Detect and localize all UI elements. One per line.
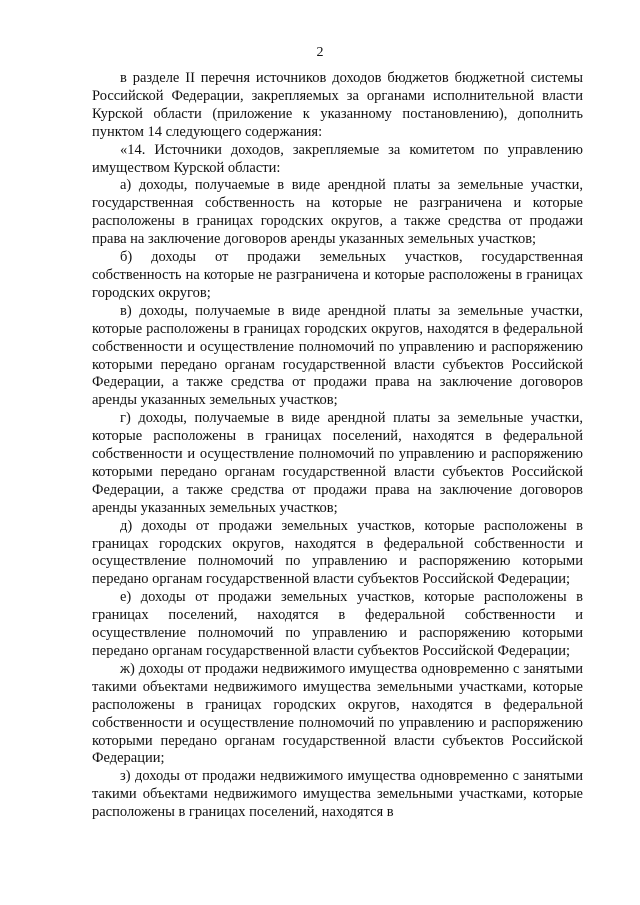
paragraph-subitem-zh: ж) доходы от продажи недвижимого имущества одновременно с занятыми такими объектами недвижимого имущества земельными участками, которые расположены в границах городских округов, находятся в федеральной собственности и осуществление полномочий по управлению и распоряжению которыми передано органам государственной власти субъектов Российской Федерации;: [92, 660, 583, 767]
paragraph-subitem-e: е) доходы от продажи земельных участков, которые расположены в границах поселений, находятся в федеральной собственности и осуществление полномочий по управлению и распоряжению которыми передано органам государственной власти субъектов Российской Федерации;: [92, 589, 583, 659]
paragraph-item-14: «14. Источники доходов, закрепляемые за комитетом по управлению имуществом Курской области:: [92, 141, 583, 176]
paragraph-subitem-a: а) доходы, получаемые в виде арендной платы за земельные участки, государственная собственность на которые не разграничена и которые расположены в границах городских округов, а также средства от продажи права на заключение договоров аренды указанных земельных участков;: [92, 177, 583, 248]
paragraph-subitem-v: в) доходы, получаемые в виде арендной платы за земельные участки, которые расположены в границах городских округов, находятся в федеральной собственности и осуществление полномочий по управлению и распоряжению которыми передано органам государственной власти субъектов Российской Федерации, а также средства от продажи права на заключение договоров аренды указанных земельных участков;: [92, 302, 583, 409]
paragraph-subitem-z: з) доходы от продажи недвижимого имущества одновременно с занятыми такими объектами недвижимого имущества земельными участками, которые расположены в границах поселений, находятся в: [92, 768, 583, 821]
paragraph-subitem-d: д) доходы от продажи земельных участков, которые расположены в границах городских округов, находятся в федеральной собственности и осуществление полномочий по управлению и распоряжению которыми передано органам государственной власти субъектов Российской Федерации;: [92, 517, 583, 588]
document-body: [92, 70, 583, 822]
paragraph-intro: в разделе II перечня источников доходов бюджетов бюджетной системы Российской Федерации, закрепляемых за органами исполнительной власти Курской области (приложение к указанному постановлению), дополнить пунктом 14 следующего содержания:: [92, 70, 583, 140]
paragraph-subitem-g: г) доходы, получаемые в виде арендной платы за земельные участки, которые расположены в границах поселений, находятся в федеральной собственности и осуществление полномочий по управлению и распоряжению которыми передано органам государственной власти субъектов Российской Федерации, а также средства от продажи права на заключение договоров аренды указанных земельных участков;: [92, 410, 583, 516]
paragraph-subitem-b: б) доходы от продажи земельных участков, государственная собственность на которые не разграничена и которые расположены в границах городских округов;: [92, 249, 583, 301]
page-number: 2: [316, 45, 324, 60]
